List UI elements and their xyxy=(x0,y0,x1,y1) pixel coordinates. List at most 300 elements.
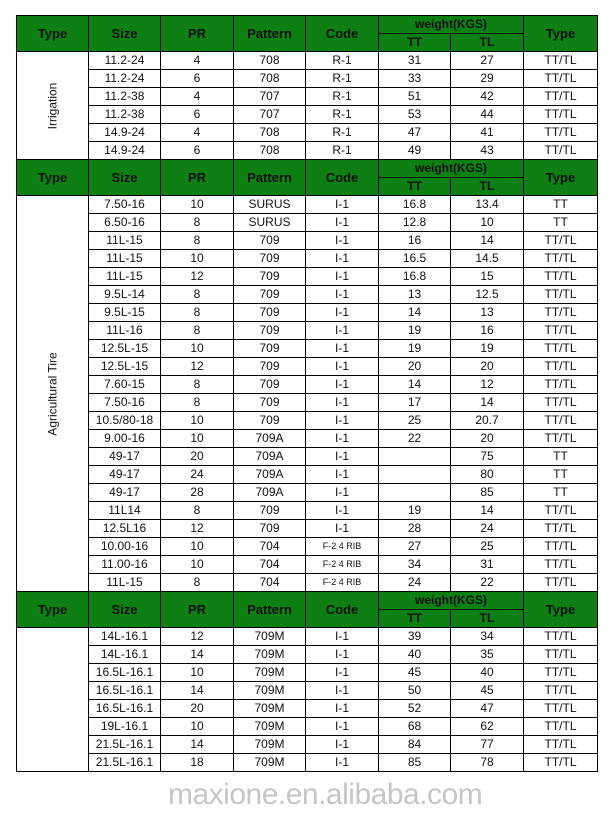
cell-tl: 14.5 xyxy=(451,250,524,268)
cell-type: TT/TL xyxy=(524,358,598,376)
cell-tl: 12.5 xyxy=(451,286,524,304)
cell-type: TT/TL xyxy=(524,538,598,556)
cell-pattern: 709 xyxy=(234,412,306,430)
header-code: Code xyxy=(306,160,379,196)
header-weight: weight(KGS) xyxy=(379,160,524,178)
cell-code: I-1 xyxy=(306,484,379,502)
cell-pr: 12 xyxy=(161,358,234,376)
cell-tl: 78 xyxy=(451,754,524,772)
cell-pr: 8 xyxy=(161,232,234,250)
cell-tt: 84 xyxy=(379,736,451,754)
cell-code: F-2 4 RIB xyxy=(306,538,379,556)
cell-size: 7.50-16 xyxy=(89,394,161,412)
table-row xyxy=(17,70,598,88)
table-row xyxy=(17,358,598,376)
table-row xyxy=(17,106,598,124)
cell-size: 16.5L-16.1 xyxy=(89,682,161,700)
cell-pattern: 709 xyxy=(234,520,306,538)
header-tt: TT xyxy=(379,178,451,196)
cell-type: TT/TL xyxy=(524,502,598,520)
cell-pattern: 709M xyxy=(234,628,306,646)
cell-code: I-1 xyxy=(306,466,379,484)
cell-tl: 41 xyxy=(451,124,524,142)
cell-type: TT xyxy=(524,484,598,502)
cell-pattern: 708 xyxy=(234,142,306,160)
cell-tl: 14 xyxy=(451,394,524,412)
cell-tt: 68 xyxy=(379,718,451,736)
cell-size: 7.50-16 xyxy=(89,196,161,214)
table-row xyxy=(17,268,598,286)
cell-tt: 85 xyxy=(379,754,451,772)
cell-tt xyxy=(379,448,451,466)
table-row xyxy=(17,682,598,700)
cell-code: I-1 xyxy=(306,286,379,304)
cell-code: I-1 xyxy=(306,358,379,376)
table-row xyxy=(17,88,598,106)
cell-pr: 6 xyxy=(161,106,234,124)
cell-pr: 4 xyxy=(161,88,234,106)
cell-tl: 20 xyxy=(451,430,524,448)
table-row xyxy=(17,394,598,412)
cell-pr: 8 xyxy=(161,304,234,322)
cell-type: TT/TL xyxy=(524,664,598,682)
table-row xyxy=(17,646,598,664)
header-size: Size xyxy=(89,592,161,628)
cell-type: TT/TL xyxy=(524,682,598,700)
cell-size: 49-17 xyxy=(89,448,161,466)
cell-pr: 14 xyxy=(161,682,234,700)
cell-pr: 20 xyxy=(161,700,234,718)
table-row xyxy=(17,718,598,736)
cell-tl: 14 xyxy=(451,232,524,250)
table-row xyxy=(17,124,598,142)
cell-tt: 19 xyxy=(379,340,451,358)
cell-pattern: 709 xyxy=(234,358,306,376)
cell-code: F-2 4 RIB xyxy=(306,574,379,592)
cell-tl: 27 xyxy=(451,52,524,70)
cell-tt: 19 xyxy=(379,322,451,340)
cell-pr: 10 xyxy=(161,556,234,574)
cell-pattern: 709A xyxy=(234,430,306,448)
cell-code: R-1 xyxy=(306,88,379,106)
cell-tt: 16 xyxy=(379,232,451,250)
cell-size: 11.2-38 xyxy=(89,88,161,106)
cell-tl: 43 xyxy=(451,142,524,160)
header-type: Type xyxy=(524,16,598,52)
cell-tl: 75 xyxy=(451,448,524,466)
cell-type: TT xyxy=(524,196,598,214)
cell-size: 21.5L-16.1 xyxy=(89,754,161,772)
cell-tl: 34 xyxy=(451,628,524,646)
cell-tl: 20.7 xyxy=(451,412,524,430)
header-weight: weight(KGS) xyxy=(379,592,524,610)
cell-pattern: 704 xyxy=(234,556,306,574)
cell-code: I-1 xyxy=(306,646,379,664)
header-size: Size xyxy=(89,160,161,196)
cell-tt: 53 xyxy=(379,106,451,124)
cell-type: TT/TL xyxy=(524,304,598,322)
cell-size: 11L-15 xyxy=(89,268,161,286)
cell-size: 11L-15 xyxy=(89,232,161,250)
cell-tt: 50 xyxy=(379,682,451,700)
cell-code: I-1 xyxy=(306,250,379,268)
cell-tl: 85 xyxy=(451,484,524,502)
cell-tl: 40 xyxy=(451,664,524,682)
cell-type: TT/TL xyxy=(524,52,598,70)
cell-pr: 10 xyxy=(161,250,234,268)
cell-size: 11L-15 xyxy=(89,250,161,268)
cell-size: 12.5L-15 xyxy=(89,340,161,358)
cell-tt: 22 xyxy=(379,430,451,448)
cell-pattern: 708 xyxy=(234,52,306,70)
cell-pr: 20 xyxy=(161,448,234,466)
header-tl: TL xyxy=(451,610,524,628)
cell-tl: 15 xyxy=(451,268,524,286)
table-row xyxy=(17,700,598,718)
cell-pr: 10 xyxy=(161,430,234,448)
cell-type: TT/TL xyxy=(524,376,598,394)
cell-pr: 12 xyxy=(161,268,234,286)
cell-pattern: 709A xyxy=(234,466,306,484)
cell-type: TT/TL xyxy=(524,520,598,538)
cell-size: 9.5L-14 xyxy=(89,286,161,304)
table-row xyxy=(17,664,598,682)
cell-code: F-2 4 RIB xyxy=(306,556,379,574)
cell-pr: 10 xyxy=(161,538,234,556)
cell-code: I-1 xyxy=(306,196,379,214)
header-tt: TT xyxy=(379,34,451,52)
cell-tl: 10 xyxy=(451,214,524,232)
cell-pr: 12 xyxy=(161,520,234,538)
table-row xyxy=(17,142,598,160)
cell-code: I-1 xyxy=(306,340,379,358)
section-label: Irrigation xyxy=(45,82,59,129)
cell-size: 12.5L16 xyxy=(89,520,161,538)
cell-type: TT/TL xyxy=(524,700,598,718)
cell-tl: 44 xyxy=(451,106,524,124)
cell-size: 11L14 xyxy=(89,502,161,520)
header-pattern: Pattern xyxy=(234,592,306,628)
cell-code: I-1 xyxy=(306,376,379,394)
cell-code: I-1 xyxy=(306,520,379,538)
cell-pattern: 709M xyxy=(234,700,306,718)
cell-type: TT/TL xyxy=(524,142,598,160)
header-pattern: Pattern xyxy=(234,16,306,52)
cell-pattern: 709 xyxy=(234,394,306,412)
cell-size: 49-17 xyxy=(89,484,161,502)
cell-pr: 6 xyxy=(161,142,234,160)
table-row xyxy=(17,304,598,322)
cell-tl: 35 xyxy=(451,646,524,664)
table-row xyxy=(17,754,598,772)
cell-tl: 47 xyxy=(451,700,524,718)
cell-type: TT/TL xyxy=(524,646,598,664)
cell-pattern: 704 xyxy=(234,538,306,556)
cell-pattern: 707 xyxy=(234,88,306,106)
cell-size: 16.5L-16.1 xyxy=(89,664,161,682)
cell-pattern: 709 xyxy=(234,502,306,520)
cell-size: 14.9-24 xyxy=(89,142,161,160)
cell-tt: 34 xyxy=(379,556,451,574)
cell-pr: 8 xyxy=(161,574,234,592)
cell-size: 11.2-24 xyxy=(89,70,161,88)
cell-code: R-1 xyxy=(306,124,379,142)
cell-pr: 14 xyxy=(161,736,234,754)
header-tt: TT xyxy=(379,610,451,628)
cell-pattern: 707 xyxy=(234,106,306,124)
cell-type: TT/TL xyxy=(524,106,598,124)
cell-code: I-1 xyxy=(306,664,379,682)
cell-size: 11.00-16 xyxy=(89,556,161,574)
table-row xyxy=(17,52,598,70)
cell-pattern: 709 xyxy=(234,340,306,358)
cell-pr: 6 xyxy=(161,70,234,88)
table-row xyxy=(17,520,598,538)
cell-pattern: 709M xyxy=(234,664,306,682)
cell-pr: 10 xyxy=(161,664,234,682)
tire-spec-table xyxy=(16,15,598,772)
cell-pr: 12 xyxy=(161,628,234,646)
cell-tt: 16.5 xyxy=(379,250,451,268)
cell-pattern: 709 xyxy=(234,286,306,304)
header-tl: TL xyxy=(451,178,524,196)
cell-type: TT/TL xyxy=(524,88,598,106)
cell-pr: 8 xyxy=(161,286,234,304)
cell-type: TT/TL xyxy=(524,340,598,358)
header-pr: PR xyxy=(161,160,234,196)
header-row xyxy=(17,592,598,610)
cell-tl: 24 xyxy=(451,520,524,538)
table-row xyxy=(17,448,598,466)
cell-pr: 4 xyxy=(161,52,234,70)
header-type: Type xyxy=(524,160,598,196)
cell-pattern: 709M xyxy=(234,646,306,664)
cell-pr: 10 xyxy=(161,412,234,430)
cell-pr: 8 xyxy=(161,376,234,394)
cell-pr: 8 xyxy=(161,322,234,340)
cell-tt: 20 xyxy=(379,358,451,376)
cell-size: 14L-16.1 xyxy=(89,646,161,664)
header-type: Type xyxy=(524,592,598,628)
section-label: Agricultural Tire xyxy=(45,351,59,436)
cell-tt: 16.8 xyxy=(379,196,451,214)
table-row xyxy=(17,286,598,304)
cell-code: I-1 xyxy=(306,268,379,286)
cell-pattern: SURUS xyxy=(234,196,306,214)
cell-pr: 10 xyxy=(161,196,234,214)
cell-tt xyxy=(379,466,451,484)
cell-tt: 14 xyxy=(379,304,451,322)
cell-pattern: 709 xyxy=(234,376,306,394)
cell-pattern: 709 xyxy=(234,250,306,268)
cell-type: TT/TL xyxy=(524,628,598,646)
cell-tl: 13.4 xyxy=(451,196,524,214)
cell-type: TT/TL xyxy=(524,556,598,574)
cell-tt: 47 xyxy=(379,124,451,142)
cell-size: 14L-16.1 xyxy=(89,628,161,646)
cell-tl: 80 xyxy=(451,466,524,484)
table-row xyxy=(17,250,598,268)
cell-pr: 10 xyxy=(161,718,234,736)
watermark: maxione.en.alibaba.com xyxy=(168,778,483,811)
table-row xyxy=(17,556,598,574)
cell-code: I-1 xyxy=(306,412,379,430)
cell-code: I-1 xyxy=(306,736,379,754)
cell-tt: 17 xyxy=(379,394,451,412)
cell-tt: 13 xyxy=(379,286,451,304)
table-row xyxy=(17,484,598,502)
header-code: Code xyxy=(306,16,379,52)
cell-type: TT/TL xyxy=(524,430,598,448)
cell-type: TT/TL xyxy=(524,70,598,88)
cell-type: TT/TL xyxy=(524,718,598,736)
header-pr: PR xyxy=(161,592,234,628)
cell-size: 11L-16 xyxy=(89,322,161,340)
cell-pr: 24 xyxy=(161,466,234,484)
cell-size: 49-17 xyxy=(89,466,161,484)
table-row xyxy=(17,322,598,340)
cell-tt: 40 xyxy=(379,646,451,664)
cell-code: I-1 xyxy=(306,394,379,412)
cell-code: I-1 xyxy=(306,304,379,322)
cell-pattern: 709 xyxy=(234,304,306,322)
cell-pr: 8 xyxy=(161,394,234,412)
cell-tl: 42 xyxy=(451,88,524,106)
cell-code: I-1 xyxy=(306,718,379,736)
cell-tl: 16 xyxy=(451,322,524,340)
cell-pr: 10 xyxy=(161,340,234,358)
cell-size: 6.50-16 xyxy=(89,214,161,232)
cell-tt: 14 xyxy=(379,376,451,394)
cell-type: TT xyxy=(524,448,598,466)
header-row xyxy=(17,160,598,178)
header-type: Type xyxy=(17,160,89,196)
cell-tt: 33 xyxy=(379,70,451,88)
cell-tl: 12 xyxy=(451,376,524,394)
table-row xyxy=(17,214,598,232)
cell-pr: 8 xyxy=(161,214,234,232)
cell-tl: 62 xyxy=(451,718,524,736)
section-type-label xyxy=(17,52,89,160)
cell-tt: 49 xyxy=(379,142,451,160)
cell-type: TT/TL xyxy=(524,250,598,268)
cell-tl: 22 xyxy=(451,574,524,592)
cell-tl: 25 xyxy=(451,538,524,556)
header-tl: TL xyxy=(451,34,524,52)
cell-code: I-1 xyxy=(306,628,379,646)
table-row xyxy=(17,466,598,484)
table-row xyxy=(17,340,598,358)
table-row xyxy=(17,232,598,250)
cell-pattern: 709M xyxy=(234,754,306,772)
cell-code: I-1 xyxy=(306,430,379,448)
table-row xyxy=(17,430,598,448)
cell-type: TT xyxy=(524,466,598,484)
cell-type: TT/TL xyxy=(524,394,598,412)
cell-tt: 16.8 xyxy=(379,268,451,286)
table-row xyxy=(17,502,598,520)
cell-size: 21.5L-16.1 xyxy=(89,736,161,754)
cell-code: R-1 xyxy=(306,106,379,124)
cell-size: 10.00-16 xyxy=(89,538,161,556)
cell-type: TT/TL xyxy=(524,412,598,430)
cell-type: TT/TL xyxy=(524,268,598,286)
table-row xyxy=(17,538,598,556)
cell-tt: 51 xyxy=(379,88,451,106)
cell-pattern: 709 xyxy=(234,268,306,286)
section-type-label xyxy=(17,196,89,592)
cell-pattern: 709M xyxy=(234,682,306,700)
table-row xyxy=(17,574,598,592)
cell-pattern: 709M xyxy=(234,736,306,754)
cell-pattern: 709A xyxy=(234,484,306,502)
cell-type: TT/TL xyxy=(524,232,598,250)
cell-code: R-1 xyxy=(306,52,379,70)
cell-pattern: 709A xyxy=(234,448,306,466)
cell-type: TT xyxy=(524,214,598,232)
cell-size: 14.9-24 xyxy=(89,124,161,142)
header-type: Type xyxy=(17,592,89,628)
cell-tt: 19 xyxy=(379,502,451,520)
cell-tl: 13 xyxy=(451,304,524,322)
cell-pattern: 709M xyxy=(234,718,306,736)
cell-code: R-1 xyxy=(306,70,379,88)
cell-size: 16.5L-16.1 xyxy=(89,700,161,718)
cell-code: I-1 xyxy=(306,754,379,772)
cell-type: TT/TL xyxy=(524,574,598,592)
cell-tt: 28 xyxy=(379,520,451,538)
cell-size: 7.60-15 xyxy=(89,376,161,394)
cell-size: 11L-15 xyxy=(89,574,161,592)
table-row xyxy=(17,376,598,394)
cell-pr: 18 xyxy=(161,754,234,772)
cell-tt: 39 xyxy=(379,628,451,646)
cell-tl: 45 xyxy=(451,682,524,700)
cell-tl: 31 xyxy=(451,556,524,574)
cell-type: TT/TL xyxy=(524,754,598,772)
cell-size: 9.00-16 xyxy=(89,430,161,448)
cell-type: TT/TL xyxy=(524,736,598,754)
header-row xyxy=(17,16,598,34)
header-pattern: Pattern xyxy=(234,160,306,196)
cell-tt: 31 xyxy=(379,52,451,70)
cell-code: I-1 xyxy=(306,232,379,250)
cell-size: 11.2-24 xyxy=(89,52,161,70)
cell-tt xyxy=(379,484,451,502)
cell-code: R-1 xyxy=(306,142,379,160)
table-row xyxy=(17,196,598,214)
header-weight: weight(KGS) xyxy=(379,16,524,34)
cell-size: 10.5/80-18 xyxy=(89,412,161,430)
cell-tl: 77 xyxy=(451,736,524,754)
cell-tt: 12.8 xyxy=(379,214,451,232)
cell-code: I-1 xyxy=(306,502,379,520)
table-row xyxy=(17,736,598,754)
cell-size: 19L-16.1 xyxy=(89,718,161,736)
cell-pattern: 708 xyxy=(234,70,306,88)
cell-code: I-1 xyxy=(306,448,379,466)
cell-tl: 14 xyxy=(451,502,524,520)
cell-type: TT/TL xyxy=(524,286,598,304)
cell-code: I-1 xyxy=(306,700,379,718)
cell-pattern: SURUS xyxy=(234,214,306,232)
cell-tt: 45 xyxy=(379,664,451,682)
cell-pr: 8 xyxy=(161,502,234,520)
cell-tt: 24 xyxy=(379,574,451,592)
cell-size: 12.5L-15 xyxy=(89,358,161,376)
cell-tl: 19 xyxy=(451,340,524,358)
cell-code: I-1 xyxy=(306,214,379,232)
